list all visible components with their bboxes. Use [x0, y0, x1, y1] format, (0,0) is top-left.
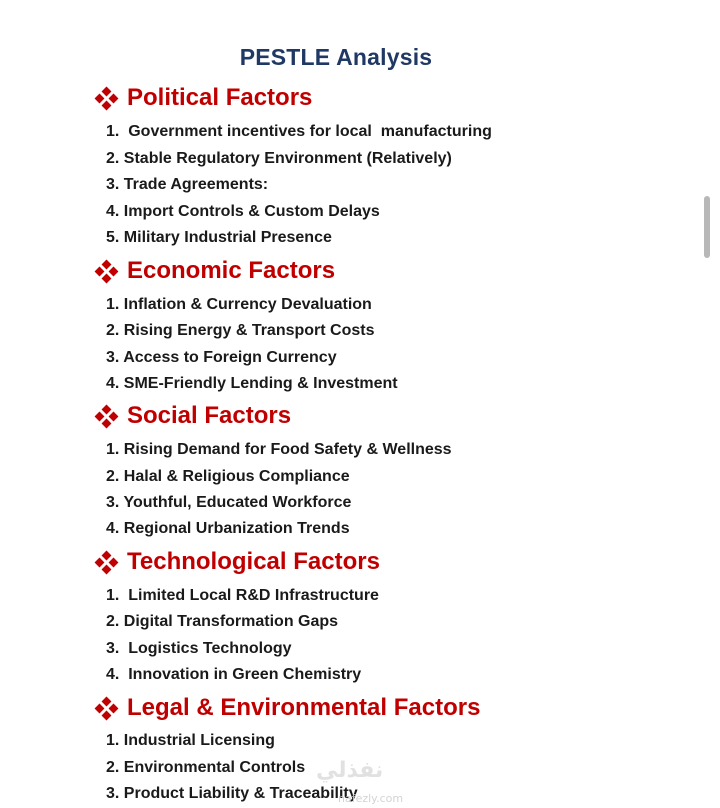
section-heading-economic [96, 256, 335, 286]
list-item: 4. Innovation in Green Chemistry [106, 666, 362, 683]
list-item: 2. Rising Energy & Transport Costs [106, 322, 375, 339]
list-item: 3. Youthful, Educated Workforce [106, 494, 352, 511]
section-title: Economic Factors [127, 257, 336, 284]
section-title: Social Factors [127, 402, 292, 429]
list-item: 1. Limited Local R&D Infrastructure [106, 587, 379, 604]
list-item: 4. Regional Urbanization Trends [106, 520, 350, 537]
four-diamond-icon [96, 88, 117, 109]
watermark-url: nafezly.com [338, 792, 404, 805]
list-item: 2. Halal & Religious Compliance [106, 468, 350, 485]
section-title: Political Factors [127, 84, 313, 111]
four-diamond-icon [96, 261, 117, 282]
list-item: 2. Digital Transformation Gaps [106, 613, 339, 630]
section-heading-political [96, 83, 312, 113]
section-title: Technological Factors [127, 548, 380, 575]
four-diamond-icon [96, 698, 117, 719]
section-heading-technological [96, 547, 380, 577]
watermark-logo: نفذلي [316, 758, 384, 783]
list-item: 3. Access to Foreign Currency [106, 349, 337, 366]
list-item: 5. Military Industrial Presence [106, 229, 332, 246]
list-item: 1. Inflation & Currency Devaluation [106, 296, 372, 313]
section-heading-social [96, 401, 291, 431]
list-item: 1. Industrial Licensing [106, 732, 275, 749]
list-item: 3. Trade Agreements: [106, 176, 269, 193]
scrollbar-thumb[interactable] [704, 196, 710, 258]
four-diamond-icon [96, 406, 117, 427]
list-item: 2. Stable Regulatory Environment (Relatively) [106, 150, 452, 167]
list-item: 2. Environmental Controls [106, 759, 306, 776]
section-heading-legal-environmental [96, 693, 480, 723]
list-item: 3. Product Liability & Traceability [106, 785, 358, 802]
list-item: 4. SME-Friendly Lending & Investment [106, 375, 398, 392]
four-diamond-icon [96, 552, 117, 573]
list-item: 4. Import Controls & Custom Delays [106, 203, 380, 220]
section-title: Legal & Environmental Factors [127, 694, 481, 721]
page-title: PESTLE Analysis [239, 44, 433, 70]
list-item: 3. Logistics Technology [106, 640, 292, 657]
list-item: 1. Rising Demand for Food Safety & Wellness [106, 441, 452, 458]
list-item: 1. Government incentives for local manufacturing [106, 123, 492, 140]
